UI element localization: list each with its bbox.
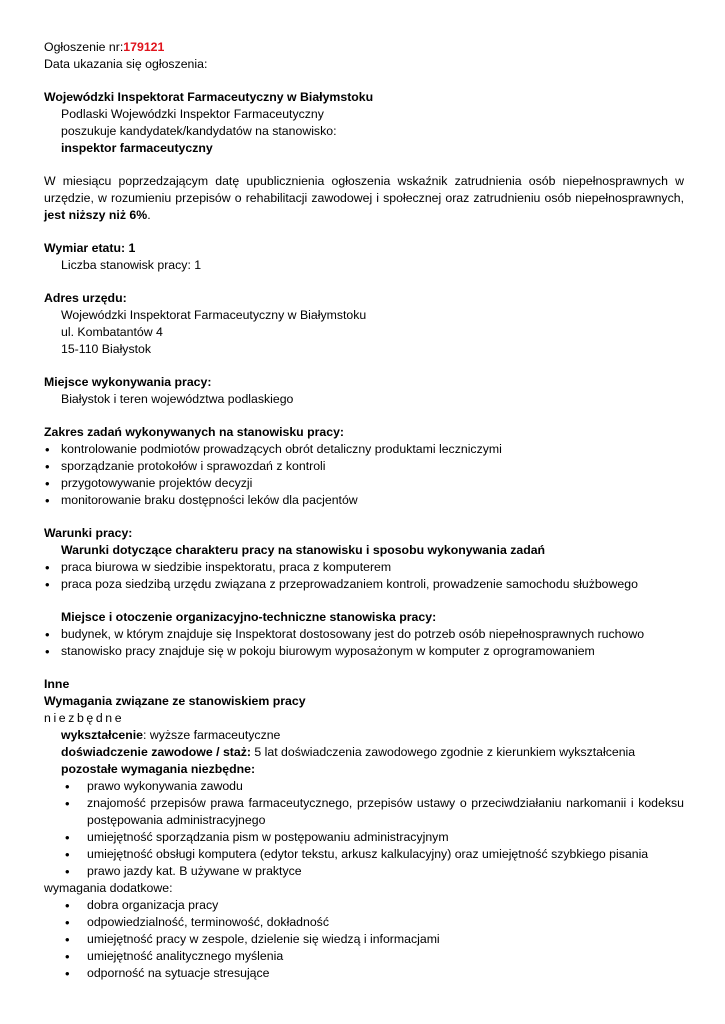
address-title: Adres urzędu:: [44, 291, 127, 305]
list-item: • odpowiedzialność, terminowość, dokładność: [44, 914, 684, 931]
requirements-title: Wymagania związane ze stanowiskiem pracy: [44, 694, 306, 708]
education-value: : wyższe farmaceutyczne: [143, 728, 281, 742]
experience-value: 5 lat doświadczenia zawodowego zgodnie z kierunkiem wykształcenia: [250, 745, 636, 759]
ad-number-label: Ogłoszenie nr:: [44, 40, 124, 54]
list-item: • znajomość przepisów prawa farmaceutycznego, przepisów ustawy o przeciwdziałaniu narkomanii i kodeksu postępowania administracyjnego: [44, 795, 684, 829]
ad-number-line: [44, 39, 684, 56]
list-item: • odporność na sytuacje stresujące: [44, 965, 684, 982]
tasks-title: Zakres zadań wykonywanych na stanowisku pracy:: [44, 425, 345, 439]
disability-end: .: [147, 208, 151, 222]
list-item: • budynek, w którym znajduje się Inspektorat dostosowany jest do potrzeb osób niepełnosprawnych ruchowo: [44, 626, 684, 643]
other-required-title: pozostałe wymagania niezbędne:: [61, 762, 256, 776]
required-list: [44, 778, 684, 880]
list-item: • sporządzanie protokołów i sprawozdań z kontroli: [44, 458, 684, 475]
work-character-title: Warunki dotyczące charakteru pracy na stanowisku i sposobu wykonywania zadań: [61, 543, 546, 557]
environment-list: [44, 626, 684, 660]
organization-name: Wojewódzki Inspektorat Farmaceutyczny w Białymstoku: [44, 90, 374, 104]
additional-list: [44, 897, 684, 982]
list-item: • umiejętność obsługi komputera (edytor tekstu, arkusz kalkulacyjny) oraz umiejętność szybkiego pisania: [44, 846, 684, 863]
experience-line: [44, 744, 684, 761]
job-announcement: [44, 39, 684, 982]
list-item: • kontrolowanie podmiotów prowadzących obrót detaliczny produktami leczniczymi: [44, 441, 684, 458]
list-item: • prawo wykonywania zawodu: [44, 778, 684, 795]
environment-title: Miejsce i otoczenie organizacyjno-techniczne stanowiska pracy:: [61, 610, 437, 624]
experience-label: doświadczenie zawodowe / staż:: [61, 745, 251, 759]
employment-title: Wymiar etatu: 1: [44, 241, 136, 255]
disability-rate: jest niższy niż 6%: [44, 208, 148, 222]
work-place-title: Miejsce wykonywania pracy:: [44, 375, 212, 389]
list-item: • umiejętność analitycznego myślenia: [44, 948, 684, 965]
education-line: [44, 727, 684, 744]
positions-count: Liczba stanowisk pracy: 1: [61, 258, 202, 272]
list-item: • praca poza siedzibą urzędu związana z przeprowadzaniem kontroli, prowadzenie samochodu służbowego: [44, 576, 684, 593]
additional-title: wymagania dodatkowe:: [44, 881, 173, 895]
address-line: ul. Kombatantów 4: [61, 325, 163, 339]
list-item: • umiejętność sporządzania pism w postępowaniu administracyjnym: [44, 829, 684, 846]
address-line: Wojewódzki Inspektorat Farmaceutyczny w Białymstoku: [61, 308, 367, 322]
position-title: inspektor farmaceutyczny: [61, 141, 213, 155]
organization-head: Podlaski Wojewódzki Inspektor Farmaceutyczny: [61, 107, 324, 121]
list-item: • prawo jazdy kat. B używane w praktyce: [44, 863, 684, 880]
disability-notice: [44, 173, 684, 224]
list-item: • przygotowywanie projektów decyzji: [44, 475, 684, 492]
display-date-label: Data ukazania się ogłoszenia:: [44, 57, 208, 71]
seeking-text: poszukuje kandydatek/kandydatów na stanowisko:: [61, 124, 337, 138]
list-item: • stanowisko pracy znajduje się w pokoju biurowym wyposażonym w komputer z oprogramowaniem: [44, 643, 684, 660]
ad-number: 179121: [123, 40, 165, 54]
conditions-title: Warunki pracy:: [44, 526, 133, 540]
education-label: wykształcenie: [61, 728, 144, 742]
address-line: 15-110 Białystok: [61, 342, 151, 356]
list-item: • umiejętność pracy w zespole, dzielenie się wiedzą i informacjami: [44, 931, 684, 948]
list-item: • praca biurowa w siedzibie inspektoratu, praca z komputerem: [44, 559, 684, 576]
work-place-value: Białystok i teren województwa podlaskiego: [61, 392, 294, 406]
other-label: Inne: [44, 677, 70, 691]
tasks-list: [44, 441, 684, 509]
list-item: • dobra organizacja pracy: [44, 897, 684, 914]
list-item: • monitorowanie braku dostępności leków dla pacjentów: [44, 492, 684, 509]
disability-text: W miesiącu poprzedzającym datę upublicznienia ogłoszenia wskaźnik zatrudnienia osób niepełnosprawnych w urzędzie, w rozumieniu przepisów o rehabilitacji zawodowej i społecznej oraz zatrudnieniu osób niepełnosprawnych,: [44, 174, 684, 205]
required-label: niezbędne: [44, 711, 125, 725]
work-character-list: [44, 559, 684, 593]
